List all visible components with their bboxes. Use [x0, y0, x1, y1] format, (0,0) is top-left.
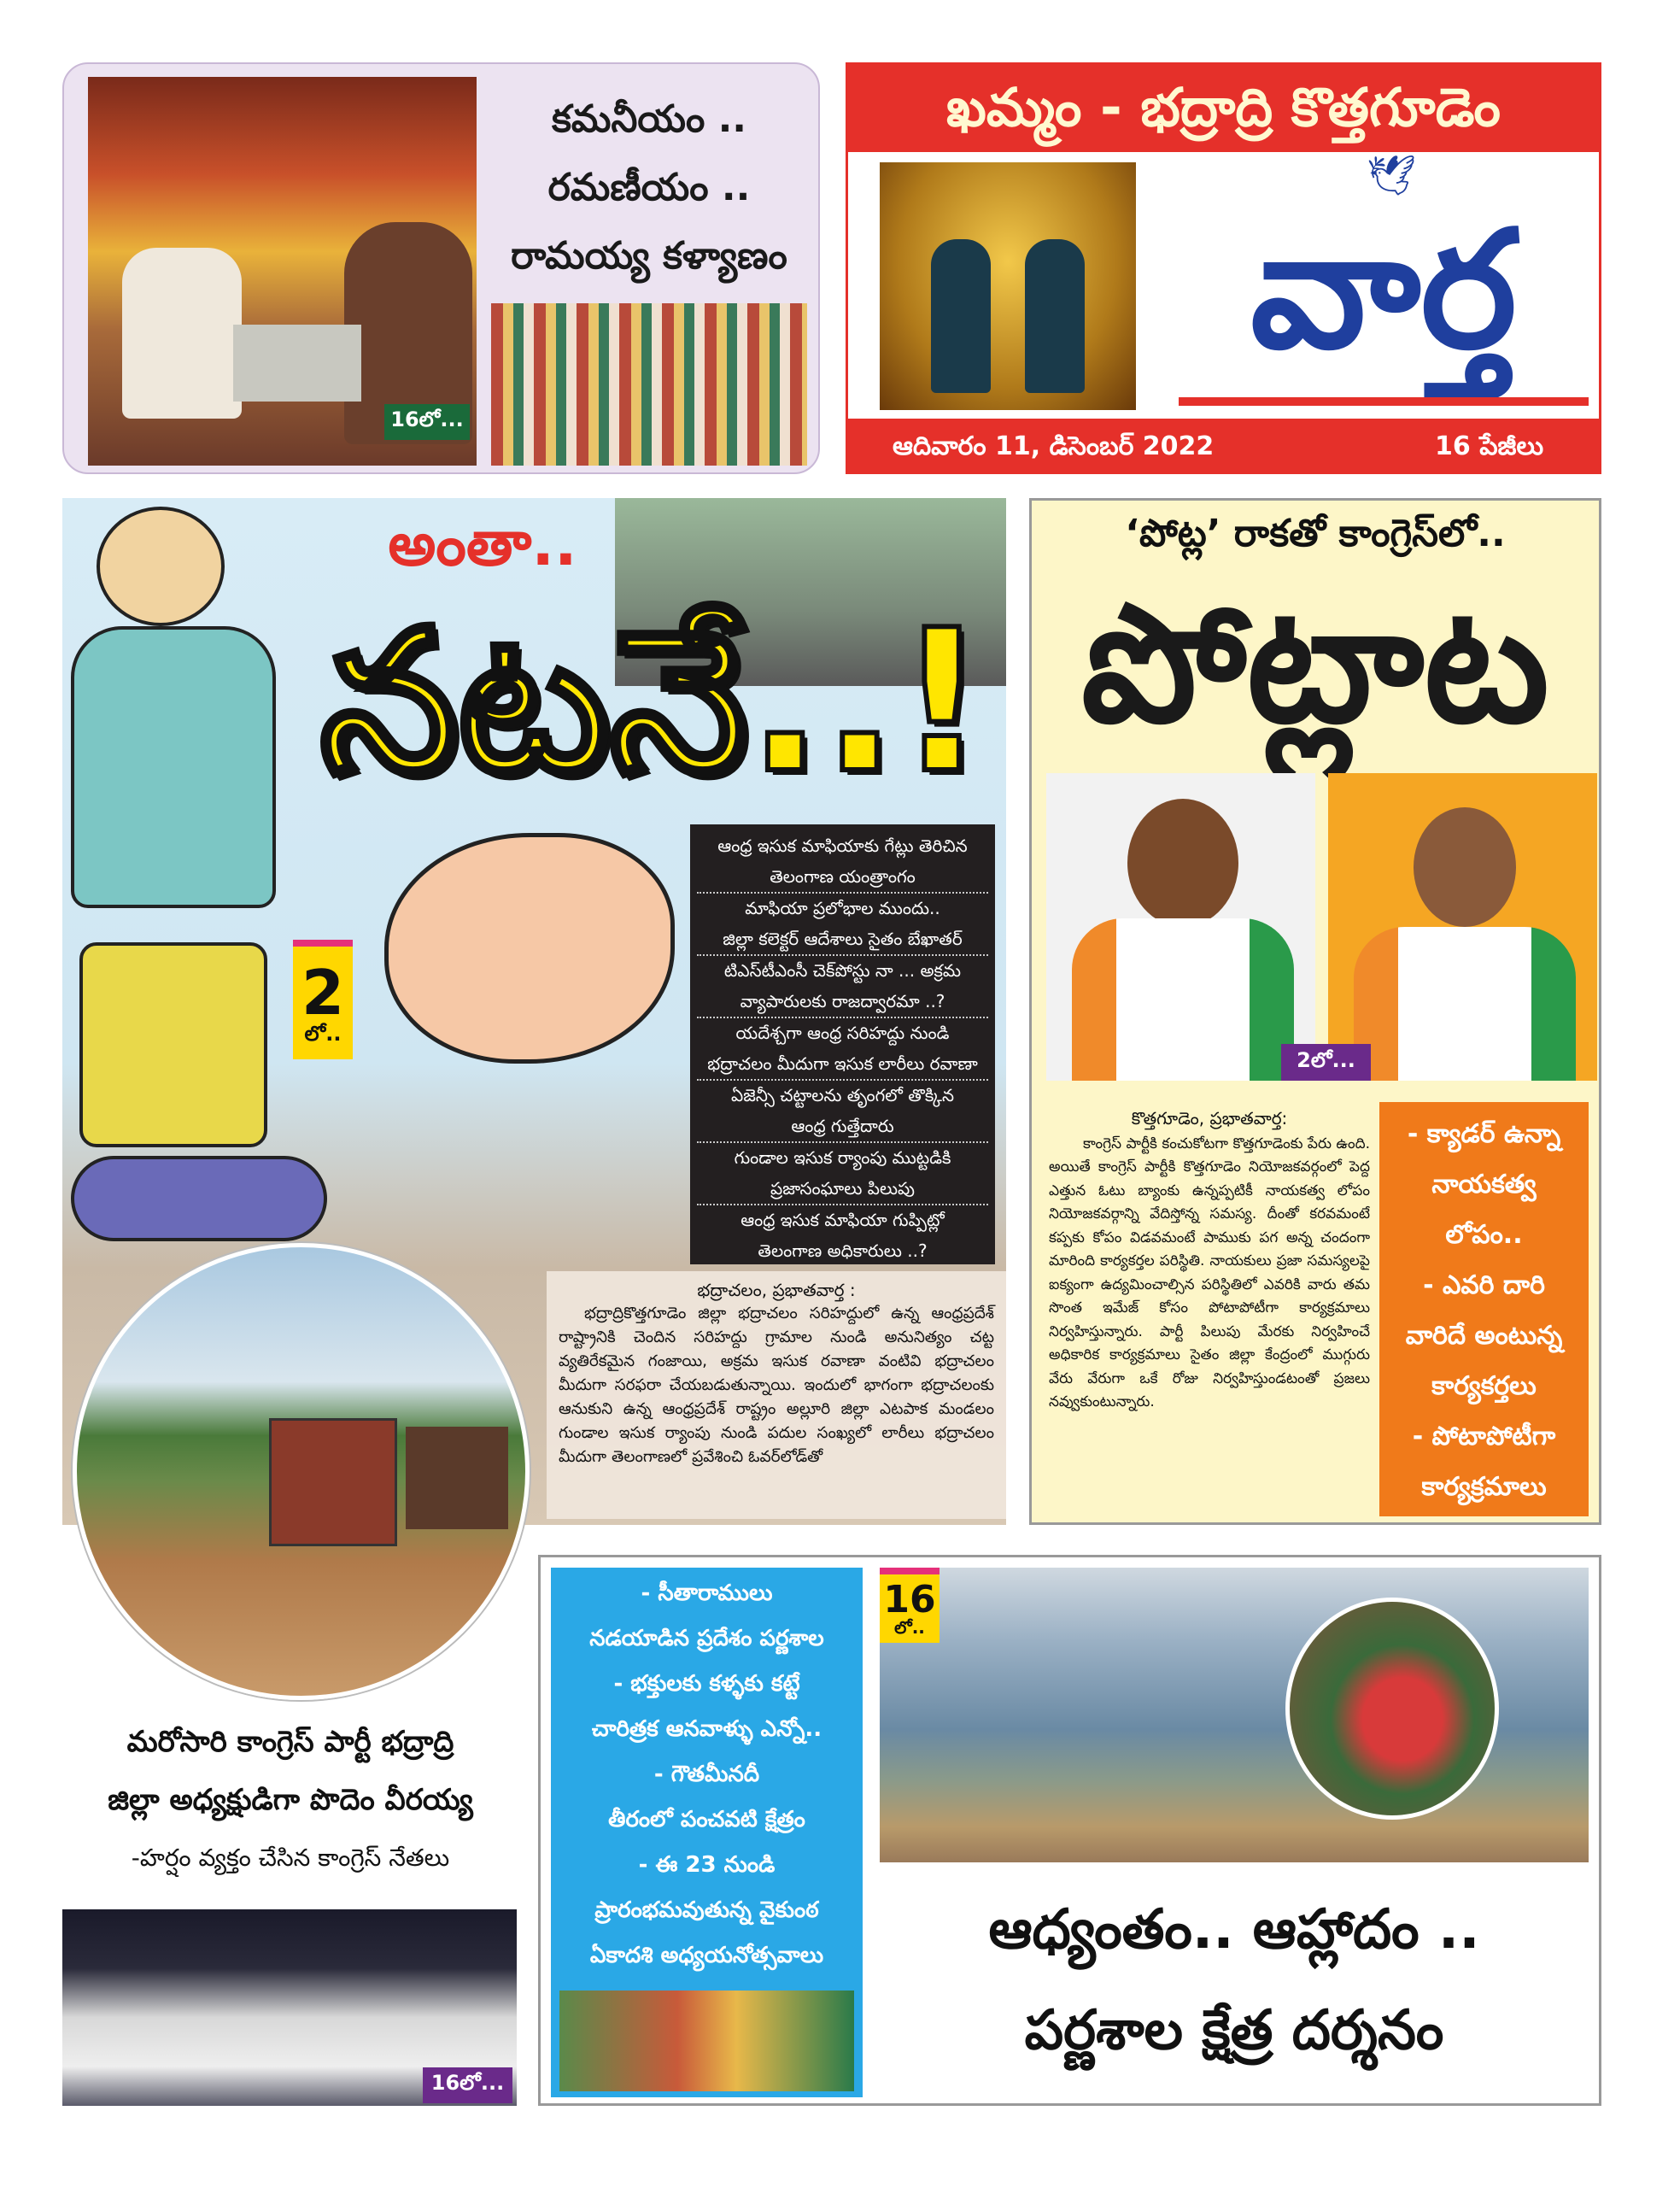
headline-line: జిల్లా అధ్యక్షుడిగా పొదెం వీరయ్య [108, 1783, 473, 1817]
veeraiah-jump-badge[interactable]: 16లో... [423, 2067, 512, 2103]
highlight-line: లోపం.. [1445, 1220, 1523, 1250]
jump-suffix: లో.. [894, 1617, 925, 1638]
highlight-line: మాఫియా ప్రలోభాల ముందు.. [745, 898, 940, 918]
highlight-line: కార్యక్రమాలు [1421, 1472, 1547, 1502]
highlight-line: - గౌతమీనదీ [653, 1762, 760, 1787]
highlight-line: తెలంగాణ అధికారులు ..? [758, 1240, 928, 1261]
congress-kicker-box [1042, 508, 1589, 560]
headline-line: పర్ణశాల క్షేత్ర దర్శనం [1024, 1999, 1444, 2062]
highlight-line: ఏకాదశి అధ్యయనోత్సవాలు [589, 1943, 824, 1968]
headline-line: రమణీయం .. [547, 166, 751, 209]
lead-kicker: అంతా.. [388, 509, 577, 579]
highlight-line: ఆంధ్ర ఇసుక మాఫియాకు గేట్లు తెరిచిన [717, 836, 968, 856]
jump-page-number: 2 [301, 957, 345, 1029]
page-count: 16 పేజీలు [1435, 431, 1544, 461]
highlight-line: ప్రారంభమవుతున్న వైకుంఠ [594, 1897, 819, 1923]
sita-statue-photo [1285, 1598, 1499, 1820]
highlight-line: నాయకత్వ [1431, 1170, 1537, 1199]
veeraiah-subline: -హర్షం వ్యక్తం చేసిన కాంగ్రెస్ నేతలు [131, 1844, 450, 1872]
leader-photo-2 [1328, 773, 1597, 1081]
highlight-line: - క్యాడర్ ఉన్నా [1407, 1119, 1561, 1149]
congress-headline: పోట్లాట [1081, 570, 1549, 759]
deity-image [880, 162, 1136, 410]
headline-line: కమనీయం .. [551, 97, 747, 141]
congress-dateline: కొత్తగూడెం, ప్రభాతవార్త: [1131, 1108, 1288, 1129]
highlight-line: ఏజెన్సీ చట్టాలను తృంగలో తొక్కిన [730, 1085, 954, 1105]
pointing-hand-illustration [384, 833, 675, 1064]
lead-highlights-box [690, 824, 995, 1264]
veeraiah-headline [56, 1713, 525, 1887]
kalyanam-jump-badge[interactable]: 16లో... [384, 404, 470, 440]
congress-article [1044, 1104, 1375, 1516]
logo-underline [1179, 397, 1589, 406]
highlight-line: నడయాడిన ప్రదేశం పర్ణశాల [589, 1626, 824, 1651]
devotees-photo [491, 303, 807, 466]
congress-body: కాంగ్రెస్ పార్టీకి కంచుకోటగా కొత్తగూడెంకు పేరు ఉంది. అయితే కాంగ్రెస్ పార్టీకి కొత్తగూడెం నియోజకవర్గంలో పెద్ద ఎత్తున ఓటు బ్యాంకు ఉన్నప్పటికీ నాయకత్వ లోపం నియోజకవర్గాన్ని వేదిస్తోన్న సమస్య. దీంతో కరవమంటే కప్పకు కోపం విడవమంటే పాముకు పగ అన్న చందంగా మారింది కార్యకర్తల పరిస్థితి. నాయకులు ప్రజా సమస్యలపై ఐక్యంగా ఉద్యమించాల్సిన పరిస్థితిలో ఎవరికి వారు తమ సొంత ఇమేజ్ కోసం పోటాపోటీగా కార్యక్రమాలు నిర్వహిస్తున్నారు. పార్టీ పిలుపు మేరకు నిర్వహించే అధికారిక కార్యక్రమాలు సైతం జిల్లా కేంద్రంలో ముగ్గురు వేరు వేరుగా ఒకే రోజు నిర్వహిస్తుండటంతో ప్రజలు నవ్వుకుంటున్నారు. [1049, 1135, 1370, 1410]
dove-icon: 🕊 [1367, 152, 1417, 198]
vaartha-logo: వార్త [1250, 196, 1517, 384]
highlight-line: టిఎస్‌టీఎంసీ చెక్‌పోస్టు నా ... అక్రమ [723, 960, 962, 981]
highlight-line: - ఈ 23 నుండి [638, 1852, 776, 1878]
congress-highlights-box [1379, 1102, 1589, 1516]
highlight-line: జిల్లా కలెక్టర్ ఆదేశాలు సైతం బేఖాతర్ [697, 924, 988, 957]
parnasala-jump-badge[interactable] [880, 1568, 940, 1643]
cartoon-illustration [62, 498, 344, 1250]
headline-line: మరోసారి కాంగ్రెస్ పార్టీ భద్రాద్రి [126, 1725, 454, 1759]
parnasala-temple-photo [559, 1991, 854, 2091]
masthead-region-bar [846, 62, 1601, 152]
headline-line: ఆధ్యంతం.. ఆహ్లాదం .. [988, 1898, 1480, 1961]
highlight-line: - ఎవరి దారి [1423, 1270, 1545, 1300]
highlight-line: వ్యాపారులకు రాజద్వారమా ..? [697, 987, 988, 1019]
highlight-line: - పోటాపోటీగా [1412, 1422, 1556, 1451]
highlight-line: కార్యకర్తలు [1431, 1371, 1537, 1401]
highlight-line: యదేశ్చగా ఆంధ్ర సరిహద్దు నుండి [735, 1023, 950, 1043]
masthead-region: ఖమ్మం - భద్రాద్రి కొత్తగూడెం [946, 76, 1501, 138]
highlight-line: భద్రాచలం మీదుగా ఇసుక లారీలు రవాణా [697, 1049, 988, 1082]
lead-dateline: భద్రాచలం, ప్రభాతవార్త : [697, 1280, 856, 1300]
highlight-line: చారిత్రక ఆనవాళ్ళు ఎన్నో.. [591, 1716, 822, 1742]
highlight-line: వారిదే అంటున్న [1405, 1321, 1563, 1351]
highlight-line: ఆంధ్ర ఇసుక మాఫియా గుప్పిట్లో [740, 1210, 945, 1230]
highlight-line: - సీతారాములు [641, 1580, 773, 1606]
kalyanam-headline [483, 85, 816, 290]
jump-suffix: లో.. [304, 1022, 342, 1046]
parnasala-highlights-box [551, 1568, 863, 1986]
congress-jump-badge[interactable]: 2లో... [1281, 1044, 1371, 1081]
leader-photo-1 [1046, 773, 1315, 1081]
highlight-line: - భక్తులకు కళ్ళకు కట్టే [613, 1671, 800, 1697]
highlight-line: ప్రజాసంఘాలు పిలుపు [697, 1174, 988, 1206]
highlight-line: ఆంధ్ర గుత్తేదారు [697, 1111, 988, 1144]
jump-page-number: 16 [883, 1578, 936, 1621]
parnasala-headline [880, 1879, 1589, 2081]
issue-date: ఆదివారం 11, డిసెంబర్ 2022 [893, 431, 1215, 461]
lead-body: భద్రాద్రికొత్తగూడెం జిల్లా భద్రాచలం సరిహద్దులో ఉన్న ఆంధ్రప్రదేశ్ రాష్ట్రానికి చెందిన సరిహద్దు గ్రామాల నుండి అనునిత్యం చట్ట వ్యతిరేకమైన గంజాయి, అక్రమ ఇసుక రవాణా వంటివి భద్రాచలం మీదుగా సరఫరా చేయబడుతున్నాయి. ఇందులో భాగంగా భద్రాచలంకు ఆనుకుని ఉన్న ఆంధ్రప్రదేశ్ రాష్ట్రం అల్లూరి జిల్లా ఎటపాక మండలం గుండాల ఇసుక ర్యాంపు నుండి పదుల సంఖ్యలో లారీలు భద్రాచలం మీదుగా తెలంగాణలో ప్రవేశించి ఓవర్‌లోడ్‌తో [559, 1305, 994, 1466]
vaartha-logo-box [1170, 192, 1597, 389]
congress-headline-box [1042, 568, 1589, 760]
congress-kicker: ‘పోట్ల’ రాకతో కాంగ్రెస్‌లో.. [1125, 512, 1506, 555]
lead-article [547, 1271, 1006, 1519]
highlight-line: గుండాల ఇసుక ర్యాంపు ముట్టడికి [734, 1147, 951, 1168]
headline-line: రామయ్య కళ్యాణం [511, 234, 787, 278]
lead-headline-box [307, 585, 999, 820]
lead-jump-badge[interactable] [293, 940, 353, 1059]
sand-lorries-photo [73, 1243, 530, 1700]
highlight-line: తెలంగాణ యంత్రాంగం [697, 862, 988, 894]
highlight-line: తీరంలో పంచవటి క్షేత్రం [608, 1807, 805, 1832]
lead-kicker-box [359, 508, 606, 581]
lead-headline: నటనే..! [319, 589, 987, 817]
